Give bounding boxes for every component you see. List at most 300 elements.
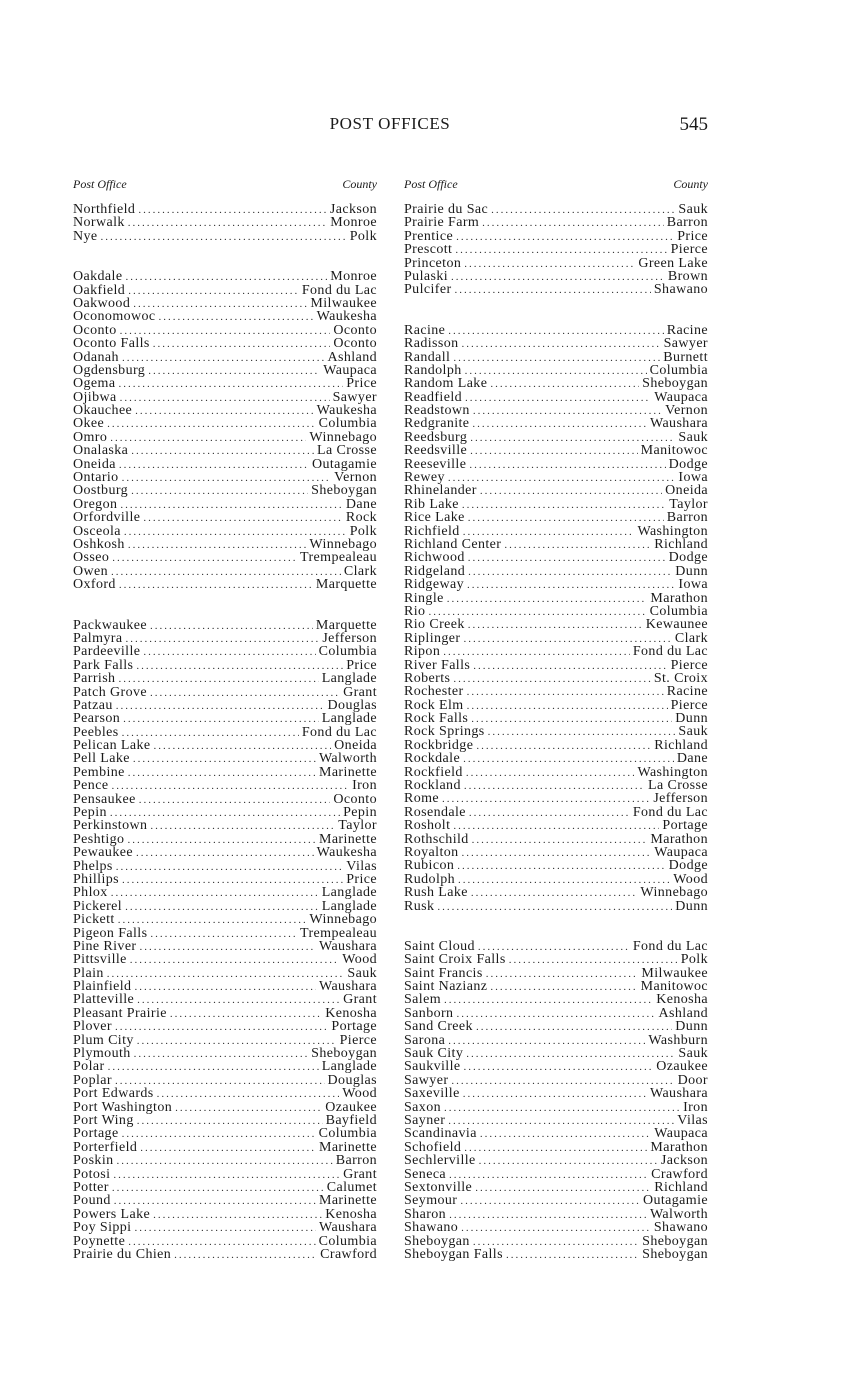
post-office-entry (404, 1235, 708, 1248)
post-office-name: Oakwood (73, 296, 131, 311)
leader-dots (453, 673, 650, 685)
post-office-name: Schofield (404, 1140, 462, 1155)
post-office-name: Rosendale (404, 805, 466, 820)
post-office-name: Rockbridge (404, 738, 474, 753)
post-office-name: Port Wing (73, 1114, 134, 1128)
post-office-name: Poplar (73, 1073, 112, 1088)
post-office-entry (404, 283, 708, 296)
post-office-entry (73, 417, 377, 430)
post-office-entry (404, 511, 708, 524)
post-office-name: Powers Lake (73, 1207, 151, 1222)
post-office-entry (73, 672, 377, 685)
leader-dots (473, 660, 667, 672)
county-name: Pierce (670, 658, 708, 672)
left-column (73, 177, 377, 1261)
leader-dots (448, 325, 663, 337)
county-name: Oconto (333, 792, 377, 807)
post-office-name: Nye (73, 229, 98, 244)
leader-dots (469, 807, 630, 819)
post-office-entry (73, 913, 377, 926)
leader-dots (134, 1048, 309, 1060)
post-office-entry (73, 940, 377, 953)
post-office-entry (73, 511, 377, 524)
leader-dots (442, 793, 650, 805)
post-office-entry (404, 632, 708, 645)
post-office-name: Ringle (404, 591, 444, 605)
post-office-entry (73, 632, 377, 645)
county-name: Waupaca (323, 363, 377, 378)
post-office-entry (404, 592, 708, 605)
post-office-name: Seymour (404, 1194, 458, 1208)
post-office-name: Park Falls (73, 658, 134, 673)
county-name: Ozaukee (656, 1060, 708, 1074)
county-name: Grant (343, 685, 377, 699)
post-office-name: Sheboygan Falls (404, 1247, 503, 1262)
county-name: Waukesha (316, 846, 377, 860)
county-name: Rock (345, 511, 377, 525)
post-office-entry (404, 230, 708, 243)
post-office-name: Rockfield (404, 765, 463, 780)
post-office-entry (73, 659, 377, 672)
leader-dots (449, 1209, 647, 1221)
leader-dots (448, 1035, 645, 1047)
group-spacer (73, 243, 377, 270)
county-name: Iowa (678, 578, 708, 592)
leader-dots (119, 579, 313, 591)
post-office-entry (404, 605, 708, 618)
post-office-entry (404, 270, 708, 283)
post-office-name: Okauchee (73, 404, 133, 418)
post-office-entry (404, 431, 708, 444)
post-office-entry (404, 538, 708, 551)
county-name: Sheboygan (642, 377, 708, 391)
post-office-entry (73, 203, 377, 216)
leader-dots (128, 217, 327, 229)
county-name: Dodge (668, 457, 708, 472)
county-name: Kenosha (325, 1207, 377, 1222)
leader-dots (465, 392, 651, 404)
leader-dots (491, 204, 675, 216)
post-office-name: Pigeon Falls (73, 926, 148, 940)
leader-dots (134, 981, 316, 993)
post-office-name: Sextonville (404, 1180, 473, 1195)
post-office-entry (404, 846, 708, 859)
post-office-entry (404, 739, 708, 752)
post-office-entry (73, 377, 377, 390)
post-office-name: Rock Springs (404, 725, 485, 739)
post-office-entry (404, 1127, 708, 1140)
leader-dots (148, 365, 320, 377)
county-name: Waukesha (316, 404, 377, 418)
post-office-name: Pound (73, 1194, 111, 1208)
leader-dots (464, 780, 645, 792)
county-name: Fond du Lac (632, 645, 708, 659)
left-entries (73, 203, 377, 1261)
post-office-entry (404, 685, 708, 698)
leader-dots (119, 459, 309, 471)
post-office-name: Odanah (73, 350, 119, 364)
leader-dots (122, 874, 343, 886)
post-office-entry (73, 1007, 377, 1020)
leader-dots (453, 352, 660, 364)
leader-dots (475, 1182, 651, 1194)
leader-dots (447, 593, 648, 605)
leader-dots (462, 338, 661, 350)
county-name: Calumet (326, 1180, 377, 1195)
post-office-entry (404, 792, 708, 805)
county-name: Richland (654, 738, 708, 753)
post-office-name: Rusk (404, 899, 435, 913)
post-office-name: Norwalk (73, 216, 125, 230)
post-office-entry (73, 351, 377, 364)
post-office-name: Oostburg (73, 484, 129, 498)
post-office-entry (404, 1114, 708, 1127)
leader-dots (123, 713, 319, 725)
post-office-entry (73, 833, 377, 846)
county-name: Columbia (649, 363, 708, 378)
county-name: Fond du Lac (301, 283, 377, 297)
leader-dots (136, 847, 314, 859)
leader-dots (451, 271, 665, 283)
post-office-name: Radisson (404, 337, 459, 351)
post-office-name: Prentice (404, 229, 454, 244)
leader-dots (136, 660, 343, 672)
post-office-entry (73, 364, 377, 377)
post-office-entry (404, 1087, 708, 1100)
leader-dots (116, 700, 325, 712)
county-name: Marinette (318, 1194, 377, 1208)
leader-dots (127, 834, 316, 846)
post-office-entry (73, 860, 377, 873)
post-office-entry (404, 1074, 708, 1087)
leader-dots (476, 740, 651, 752)
post-office-name: Ojibwa (73, 390, 117, 405)
post-office-entry (404, 1141, 708, 1154)
post-office-entry (73, 699, 377, 712)
county-name: St. Croix (653, 671, 708, 686)
post-office-name: Richland Center (404, 537, 502, 552)
post-office-name: Saint Cloud (404, 939, 475, 954)
leader-dots (101, 231, 347, 243)
post-office-entry (404, 243, 708, 256)
county-name: Dodge (668, 551, 708, 565)
post-office-entry (404, 458, 708, 471)
post-office-name: Peshtigo (73, 832, 125, 847)
county-name: Polk (349, 229, 377, 244)
leader-dots (460, 1195, 640, 1207)
post-office-name: Saint Nazianz (404, 980, 488, 994)
post-office-header: Post Office (404, 177, 458, 191)
leader-dots (468, 512, 664, 524)
leader-dots (125, 271, 327, 283)
post-office-entry (404, 1154, 708, 1167)
post-office-entry (73, 993, 377, 1006)
leader-dots (128, 767, 316, 779)
county-name: Richland (654, 537, 708, 552)
county-name: Vilas (346, 859, 377, 873)
group-spacer (404, 913, 708, 940)
leader-dots (463, 1088, 647, 1100)
leader-dots (470, 432, 675, 444)
county-name: Langlade (321, 1060, 377, 1074)
post-office-name: Poynette (73, 1234, 126, 1248)
post-office-entry (73, 431, 377, 444)
leader-dots (461, 1222, 651, 1234)
post-office-entry (73, 927, 377, 940)
post-office-name: Osceola (73, 524, 121, 538)
leader-dots (456, 231, 674, 243)
post-office-entry (404, 1181, 708, 1194)
post-office-entry (73, 284, 377, 297)
post-office-name: Saxon (404, 1100, 441, 1114)
county-name: Dunn (675, 712, 708, 726)
leader-dots (504, 539, 651, 551)
county-name: Langlade (321, 712, 377, 726)
county-name: Marinette (318, 765, 377, 780)
county-name: Columbia (318, 417, 377, 431)
leader-dots (473, 1236, 639, 1248)
post-office-name: Pearson (73, 712, 121, 726)
post-office-name: Randolph (404, 363, 462, 378)
county-name: Oneida (334, 739, 377, 753)
leader-dots (462, 847, 652, 859)
post-office-name: Oconto (73, 323, 117, 338)
post-office-name: Ripon (404, 645, 441, 659)
leader-dots (143, 646, 315, 658)
post-office-entry (73, 484, 377, 497)
post-office-name: Rice Lake (404, 511, 465, 525)
post-office-name: Prairie du Sac (404, 203, 489, 217)
county-name: Vilas (677, 1114, 708, 1128)
county-name: Burnett (663, 350, 708, 364)
county-name: Waushara (649, 417, 708, 431)
leader-dots (113, 1169, 340, 1181)
county-name: Marquette (315, 578, 377, 592)
leader-dots (175, 1102, 322, 1114)
county-name: Sawyer (663, 337, 708, 351)
leader-dots (468, 552, 666, 564)
leader-dots (463, 1061, 653, 1073)
county-name: Columbia (318, 1234, 377, 1248)
post-office-name: Oakfield (73, 283, 126, 297)
post-office-name: Sharon (404, 1207, 447, 1222)
post-office-entry (73, 1114, 377, 1127)
post-office-entry (404, 551, 708, 564)
post-office-entry (404, 364, 708, 377)
county-name: Dane (676, 752, 708, 766)
post-office-name: Perkinstown (73, 819, 148, 833)
leader-dots (467, 700, 668, 712)
page-header (72, 114, 708, 138)
post-office-name: Random Lake (404, 377, 488, 391)
leader-dots (453, 820, 659, 832)
county-name: Grant (343, 993, 377, 1007)
post-office-name: Sheboygan (404, 1234, 470, 1248)
post-office-name: Osseo (73, 551, 110, 565)
leader-dots (480, 1128, 651, 1140)
leader-dots (451, 1075, 674, 1087)
leader-dots (125, 901, 319, 913)
county-name: Waushara (318, 980, 377, 994)
leader-dots (128, 1236, 315, 1248)
county-name: Jackson (329, 203, 377, 217)
leader-dots (455, 244, 667, 256)
county-name: Vernon (334, 471, 377, 485)
county-name: Washington (637, 524, 708, 538)
post-office-name: Redgranite (404, 417, 470, 431)
post-office-name: Patzau (73, 698, 113, 713)
post-office-entry (404, 417, 708, 430)
post-office-name: Ontario (73, 471, 119, 485)
post-office-name: Orfordville (73, 511, 141, 525)
post-office-entry (404, 484, 708, 497)
leader-dots (478, 941, 630, 953)
county-name: Sheboygan (311, 1047, 377, 1061)
leader-dots (509, 954, 678, 966)
post-office-name: Porterfield (73, 1140, 138, 1155)
post-office-name: Rhinelander (404, 484, 477, 498)
leader-dots (150, 820, 335, 832)
leader-dots (137, 994, 340, 1006)
post-office-entry (73, 846, 377, 859)
county-header: County (342, 177, 377, 191)
post-office-name: Rosholt (404, 819, 451, 833)
leader-dots (480, 485, 662, 497)
leader-dots (488, 726, 676, 738)
leader-dots (122, 472, 332, 484)
leader-dots (153, 1209, 322, 1221)
leader-dots (466, 767, 635, 779)
leader-dots (140, 1142, 316, 1154)
leader-dots (118, 378, 343, 390)
post-office-entry (73, 1020, 377, 1033)
leader-dots (472, 418, 647, 430)
post-office-name: Rockland (404, 779, 461, 793)
leader-dots (448, 472, 676, 484)
county-name: Milwaukee (641, 966, 708, 981)
leader-dots (140, 941, 316, 953)
post-office-name: Ridgeland (404, 564, 466, 579)
post-office-entry (73, 766, 377, 779)
post-office-entry (73, 1154, 377, 1167)
county-name: Dunn (675, 1020, 708, 1034)
post-office-entry (404, 565, 708, 578)
county-name: Kenosha (325, 1006, 377, 1021)
post-office-entry (73, 1034, 377, 1047)
county-name: Langlade (321, 886, 377, 900)
post-office-entry (73, 310, 377, 323)
post-office-name: Phlox (73, 886, 108, 900)
county-name: Pierce (670, 243, 708, 257)
post-office-entry (404, 1020, 708, 1033)
county-name: Iron (352, 779, 377, 793)
post-office-entry (404, 766, 708, 779)
leader-dots (157, 1088, 340, 1100)
leader-dots (139, 794, 331, 806)
leader-dots (473, 405, 662, 417)
post-office-name: Rothschild (404, 832, 469, 846)
post-office-entry (404, 967, 708, 980)
county-name: Dunn (675, 899, 708, 913)
post-office-entry (73, 806, 377, 819)
county-name: Sauk (347, 966, 377, 981)
post-office-entry (73, 726, 377, 739)
post-office-name: Rockdale (404, 752, 461, 766)
post-office-entry (404, 1101, 708, 1114)
post-office-entry (404, 699, 708, 712)
post-office-entry (404, 404, 708, 417)
post-office-entry (73, 1141, 377, 1154)
post-office-name: Prairie du Chien (73, 1247, 172, 1262)
post-office-name: Prescott (404, 243, 453, 257)
post-office-name: Sauk City (404, 1047, 464, 1061)
county-name: Brown (667, 269, 708, 284)
leader-dots (170, 1008, 322, 1020)
county-name: Ashland (327, 350, 377, 364)
post-office-name: Rewey (404, 471, 445, 485)
post-office-name: Okee (73, 417, 105, 431)
group-spacer (73, 592, 377, 619)
post-office-name: Princeton (404, 256, 462, 270)
county-name: Waupaca (654, 390, 708, 405)
post-office-name: Onalaska (73, 444, 129, 458)
county-name: Marathon (650, 591, 708, 605)
post-office-entry (404, 1047, 708, 1060)
post-office-name: Phelps (73, 859, 113, 873)
post-office-entry (404, 216, 708, 229)
post-office-name: Riplinger (404, 631, 461, 646)
post-office-entry (73, 739, 377, 752)
post-office-entry (404, 752, 708, 765)
post-office-entry (73, 230, 377, 243)
post-office-name: Readfield (404, 390, 463, 405)
county-name: Sauk (678, 725, 708, 739)
post-office-entry (404, 1208, 708, 1221)
post-office-entry (404, 725, 708, 738)
post-office-entry (73, 337, 377, 350)
county-name: Waupaca (654, 1127, 708, 1141)
post-office-entry (404, 578, 708, 591)
county-header: County (673, 177, 708, 191)
post-office-entry (404, 645, 708, 658)
post-office-name: Plainfield (73, 980, 132, 994)
post-office-entry (73, 270, 377, 283)
leader-dots (463, 633, 671, 645)
post-office-entry (73, 578, 377, 591)
leader-dots (120, 499, 342, 511)
post-office-name: Packwaukee (73, 618, 147, 632)
post-office-entry (404, 953, 708, 966)
leader-dots (174, 1249, 317, 1261)
leader-dots (443, 646, 630, 658)
post-office-entry (404, 819, 708, 832)
county-name: Clark (674, 631, 708, 646)
county-name: Oconto (333, 337, 377, 351)
county-name: Shawano (653, 1221, 708, 1235)
post-office-entry (73, 216, 377, 229)
leader-dots (506, 1249, 639, 1261)
post-office-name: Pickett (73, 913, 115, 927)
leader-dots (470, 445, 638, 457)
post-office-name: Readstown (404, 404, 470, 418)
county-name: Oneida (665, 484, 708, 498)
leader-dots (108, 1061, 319, 1073)
leader-dots (133, 298, 307, 310)
county-name: Sheboygan (642, 1234, 708, 1248)
post-office-name: Plover (73, 1020, 112, 1034)
post-office-entry (73, 551, 377, 564)
post-office-name: Oxford (73, 578, 116, 592)
